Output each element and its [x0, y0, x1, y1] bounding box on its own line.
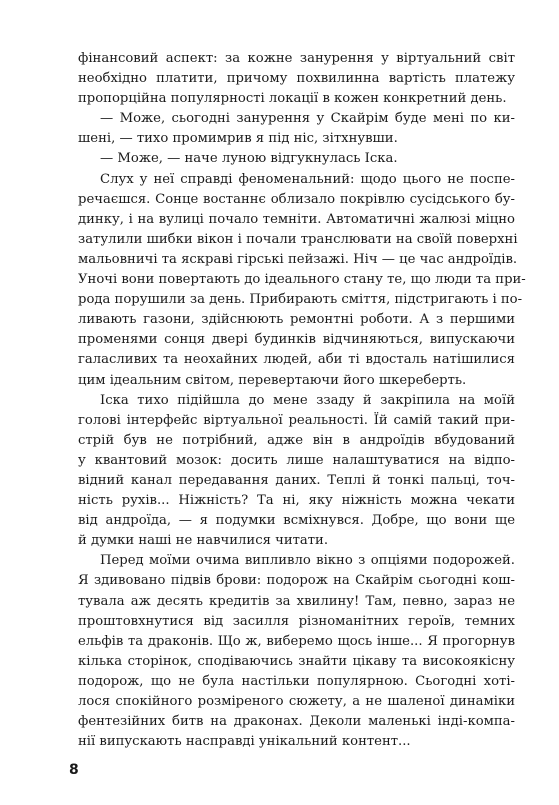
text-line: Перед моїми очима випливло вікно з опціями подорожей.: [100, 553, 515, 569]
text-line: відний канал передавання даних. Теплі й тонкі пальці, точ-: [78, 472, 515, 488]
text-line: мальовничі та яскраві гірські пейзажі. Ніч — це час андроїдів.: [78, 251, 518, 267]
paragraph: [78, 109, 515, 149]
paragraph: [78, 170, 526, 391]
text-line: речаєшся. Сонце востаннє облизало покрівлю сусідського бу-: [78, 191, 515, 207]
text-line: від андроїда, — я подумки всміхнувся. Добре, що вони ще: [78, 513, 515, 529]
text-line: фінансовий аспект: за кожне занурення у віртуальний світ: [78, 51, 515, 66]
text-line: фентезійних битв на драконах. Деколи маленькі інді-компа-: [78, 714, 515, 730]
page-number: 8: [69, 762, 79, 778]
text-line: затулили шибки вікон і почали транслювати на своїй поверхні: [78, 231, 518, 247]
text-line: лося спокійного розміреного сюжету, а не шаленої динаміки: [78, 694, 515, 709]
text-line: й думки наші не навчилися читати.: [78, 533, 329, 549]
text-line: динку, і на вулиці почало темніти. Автоматичні жалюзі міцно: [78, 211, 515, 227]
text-line: тувала аж десять кредитів за хвилину! Там, певно, зараз не: [78, 593, 515, 609]
text-line: кілька сторінок, сподіваючись знайти цікаву та високоякісну: [78, 653, 515, 669]
text-line: Слух у неї справді феноменальний: щодо цього не поспе-: [100, 171, 515, 187]
text-line: — Може, сьогодні занурення у Скайрім буде мені по ки-: [100, 111, 515, 127]
text-line: голові інтерфейс віртуальної реальності. Їй самій такий при-: [78, 412, 515, 428]
text-line: цим ідеальним світом, перевертаючи його шкереберть.: [78, 372, 467, 388]
text-line: галасливих та неохайних людей, аби ті вдосталь натішилися: [78, 352, 515, 368]
text-line: стрій був не потрібний, адже він в андроїдів вбудований: [78, 432, 515, 448]
text-line: у квантовий мозок: досить лише налаштуватися на відпо-: [78, 452, 515, 468]
text-line: шені, — тихо промимрив я під ніс, зітхнувши.: [78, 131, 398, 147]
paragraph: [78, 391, 515, 552]
page-body-text: [78, 49, 526, 752]
paragraph: [78, 149, 515, 169]
text-line: проштовхнутися від засилля різноманітних героїв, темних: [78, 613, 515, 629]
text-line: необхідно платити, причому похвилинна вартість платежу: [78, 71, 515, 87]
paragraph: [78, 49, 515, 109]
text-line: рода порушили за день. Прибирають сміття, підстригають і по-: [78, 292, 523, 308]
text-line: — Може, — наче луною відгукнулась Іска.: [100, 151, 398, 167]
text-line: подорож, що не була настільки популярною. Сьогодні хоті-: [78, 673, 515, 689]
text-line: Я здивовано підвів брови: подорож на Скайрім сьогодні кош-: [78, 573, 515, 589]
text-line: ельфів та драконів. Що ж, виберемо щось інше... Я прогорнув: [78, 633, 515, 649]
paragraph: [78, 551, 515, 752]
text-line: Уночі вони повертають до ідеального стану те, що люди та при-: [78, 272, 526, 288]
text-line: пропорційна популярності локації в кожен конкретний день.: [78, 91, 507, 107]
text-line: променями сонця двері будинків відчиняються, випускаючи: [78, 332, 515, 348]
text-line: ність рухів... Ніжність? Та ні, яку ніжність можна чекати: [78, 493, 515, 509]
text-line: ливають газони, здійснюють ремонтні роботи. А з першими: [78, 312, 515, 328]
text-line: нії випускають насправді унікальний контент...: [78, 734, 411, 750]
text-line: Іска тихо підійшла до мене ззаду й закріпила на моїй: [100, 392, 515, 408]
